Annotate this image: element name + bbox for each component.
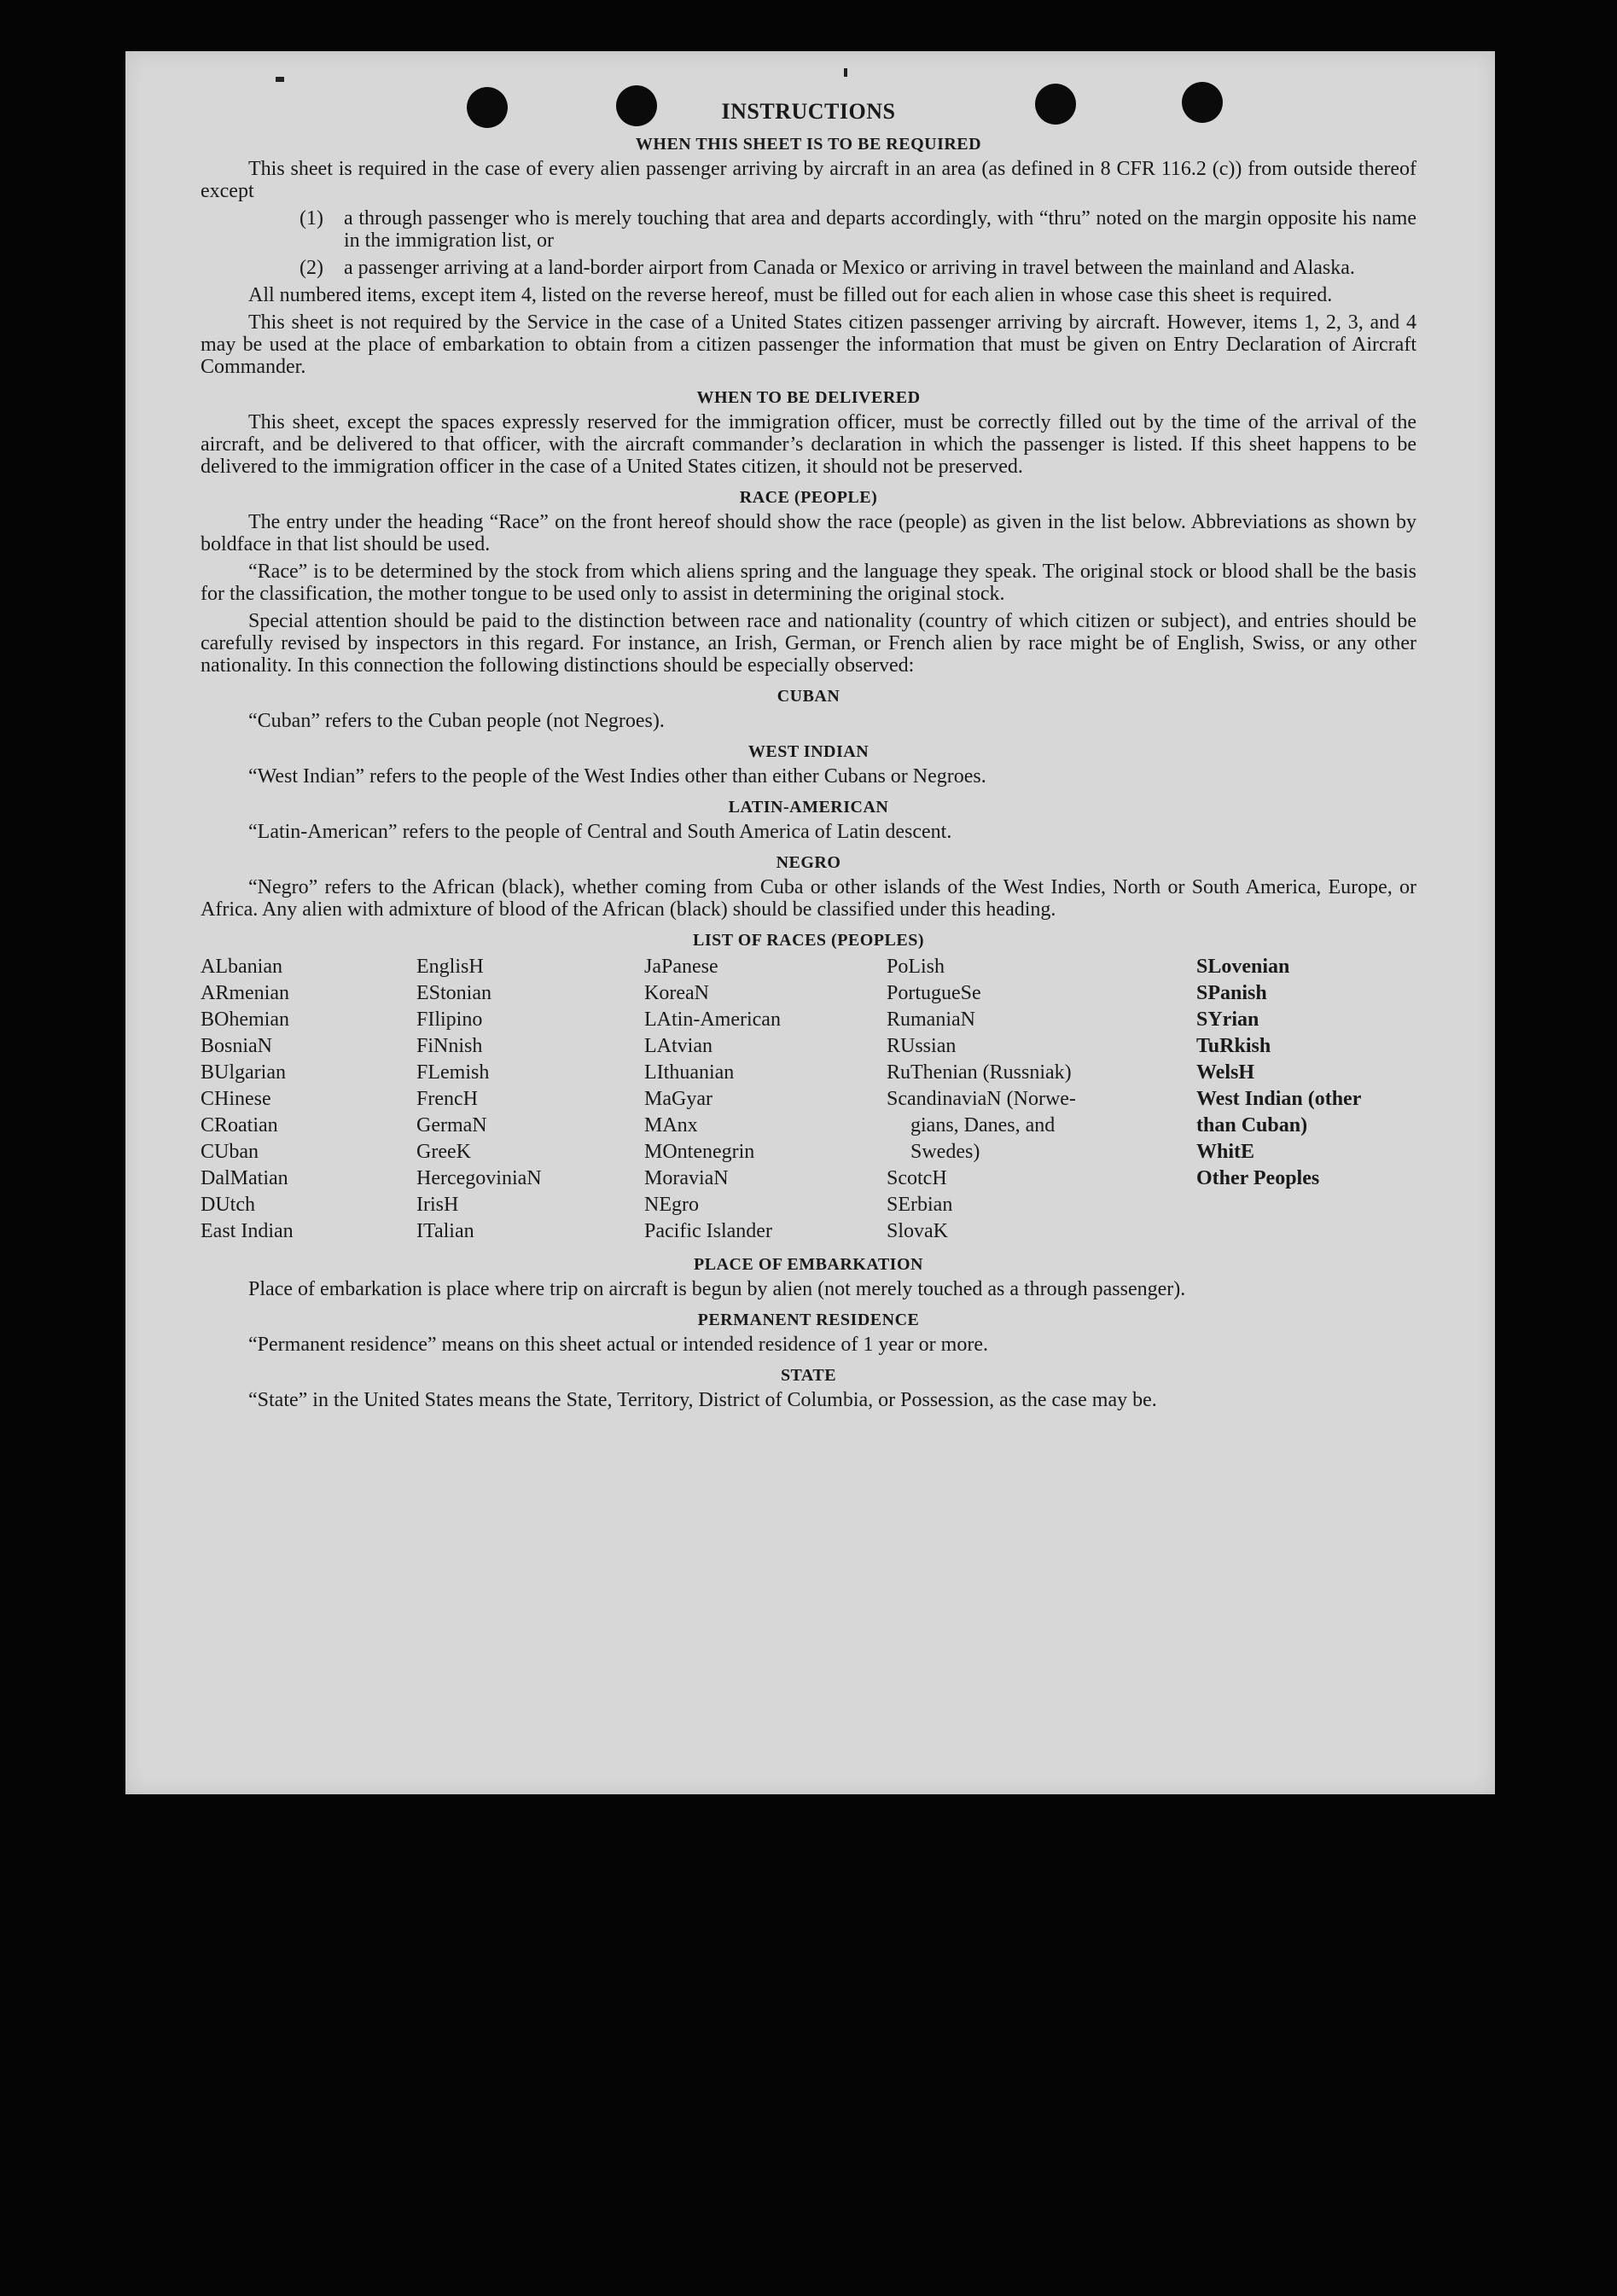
race-item: IrisH: [416, 1194, 459, 1216]
race-item: GermaN: [416, 1114, 487, 1136]
race-item: SPanish: [1196, 982, 1267, 1004]
race-item: EStonian: [416, 982, 491, 1004]
paragraph: “Latin-American” refers to the people of Central and South America of Latin descent.: [248, 821, 952, 843]
race-item: SlovaK: [887, 1220, 948, 1242]
ink-speck: [844, 68, 847, 77]
race-item: FiNnish: [416, 1035, 483, 1057]
race-item: RUssian: [887, 1035, 957, 1057]
race-item: SYrian: [1196, 1008, 1259, 1031]
race-item: MaGyar: [644, 1088, 713, 1110]
ink-speck: [276, 77, 284, 82]
race-item: ScandinaviaN (Norwe-: [887, 1088, 1076, 1110]
race-item: SErbian: [887, 1194, 953, 1216]
instructions-text: [201, 99, 1416, 1416]
section-heading: LIST OF RACES (PEOPLES): [692, 931, 924, 950]
list-item: [201, 257, 1416, 279]
document-page: [125, 51, 1495, 1794]
paragraph: “West Indian” refers to the people of the West Indies other than either Cubans or Negroes.: [248, 765, 986, 788]
races-column-2: [416, 954, 644, 1245]
races-column-5: [1196, 954, 1421, 1245]
section-heading: LATIN-AMERICAN: [728, 798, 889, 817]
section-heading: STATE: [780, 1366, 837, 1385]
list-item: [201, 207, 1416, 252]
race-item: PoLish: [887, 956, 945, 978]
race-item: WelsH: [1196, 1061, 1255, 1084]
race-item: MAnx: [644, 1114, 698, 1136]
race-item: Pacific Islander: [644, 1220, 772, 1242]
race-item: JaPanese: [644, 956, 718, 978]
race-item: CUban: [201, 1141, 259, 1163]
race-item: FLemish: [416, 1061, 490, 1084]
section-heading: RACE (PEOPLE): [739, 488, 878, 507]
race-item: TuRkish: [1196, 1035, 1271, 1057]
race-item: LAtvian: [644, 1035, 713, 1057]
list-text: a passenger arriving at a land-border airport from Canada or Mexico or arriving in travel between the mainland and Alaska.: [344, 257, 1355, 279]
race-item: ScotcH: [887, 1167, 947, 1189]
page-title: INSTRUCTIONS: [721, 99, 896, 124]
section-heading: PLACE OF EMBARKATION: [694, 1255, 923, 1274]
paragraph: This sheet is not required by the Service in the case of a United States citizen passenger arriving by aircraft. However, items 1, 2, 3, and 4 may be used at the place of embarkation to obtain from a citizen passenger the information that must be given on Entry Declaration of Aircraft Commander.: [201, 311, 1416, 378]
paragraph: “Race” is to be determined by the stock from which aliens spring and the language they speak. The original stock or blood shall be the basis for the classification, the mother tongue to be used only to assist in determining the original stock.: [201, 561, 1416, 605]
race-item: ARmenian: [201, 982, 289, 1004]
paragraph: “State” in the United States means the State, Territory, District of Columbia, or Possession, as the case may be.: [248, 1389, 1157, 1411]
section-heading: NEGRO: [776, 853, 841, 872]
paragraph: Place of embarkation is place where trip on aircraft is begun by alien (not merely touched as a through passenger).: [248, 1278, 1186, 1300]
race-item: KoreaN: [644, 982, 709, 1004]
races-column-1: [201, 954, 416, 1245]
race-item: DalMatian: [201, 1167, 288, 1189]
section-heading: WHEN TO BE DELIVERED: [696, 388, 921, 407]
paragraph: Special attention should be paid to the distinction between race and nationality (country of which citizen or subject), and entries should be carefully revised by inspectors in this regard. For instance, an Irish, German, or French alien by race might be of English, Swiss, or any other nationality. In this connection the following distinctions should be especially observed:: [201, 610, 1416, 677]
race-item: NEgro: [644, 1194, 699, 1216]
races-column-3: [644, 954, 887, 1245]
race-item: WhitE: [1196, 1141, 1255, 1163]
race-item-continued: Swedes): [910, 1141, 980, 1163]
race-item: ALbanian: [201, 956, 282, 978]
race-item: FrencH: [416, 1088, 478, 1110]
race-item: BOhemian: [201, 1008, 289, 1031]
race-item: CRoatian: [201, 1114, 278, 1136]
race-item: FIlipino: [416, 1008, 483, 1031]
races-list: [201, 954, 1416, 1245]
race-item: MOntenegrin: [644, 1141, 755, 1163]
paragraph: This sheet, except the spaces expressly reserved for the immigration officer, must be correctly filled out by the time of the arrival of the aircraft, and be delivered to that officer, with the aircraft commander’s declaration in which the passenger is listed. If this sheet happens to be delivered to the immigration officer in the case of a United States citizen, it should not be preserved.: [201, 411, 1416, 478]
race-item: BUlgarian: [201, 1061, 286, 1084]
race-item: LIthuanian: [644, 1061, 735, 1084]
section-heading: WEST INDIAN: [747, 742, 870, 761]
race-item: Other Peoples: [1196, 1167, 1320, 1189]
section-heading: PERMANENT RESIDENCE: [697, 1311, 920, 1329]
race-item: EnglisH: [416, 956, 484, 978]
race-item: East Indian: [201, 1220, 294, 1242]
race-item: GreeK: [416, 1141, 471, 1163]
race-item: RuThenian (Russniak): [887, 1061, 1072, 1084]
paragraph: “Cuban” refers to the Cuban people (not Negroes).: [248, 710, 665, 732]
list-number: (2): [300, 257, 323, 279]
paragraph: “Permanent residence” means on this sheet actual or intended residence of 1 year or more.: [248, 1334, 988, 1356]
race-item-continued: than Cuban): [1196, 1114, 1308, 1136]
race-item: West Indian (other: [1196, 1088, 1362, 1110]
race-item: HercegoviniaN: [416, 1167, 542, 1189]
race-item: CHinese: [201, 1088, 271, 1110]
paragraph: The entry under the heading “Race” on the front hereof should show the race (people) as given in the list below. Abbreviations as shown by boldface in that list should be used.: [201, 511, 1416, 555]
section-heading: CUBAN: [777, 687, 840, 706]
race-item: ITalian: [416, 1220, 474, 1242]
paragraph: This sheet is required in the case of every alien passenger arriving by aircraft in an area (as defined in 8 CFR 116.2 (c)) from outside thereof except: [201, 158, 1416, 202]
race-item: DUtch: [201, 1194, 255, 1216]
races-column-4: [887, 954, 1196, 1245]
section-heading: WHEN THIS SHEET IS TO BE REQUIRED: [635, 135, 982, 154]
paragraph: All numbered items, except item 4, listed on the reverse hereof, must be filled out for each alien in whose case this sheet is required.: [248, 284, 1333, 306]
list-text: a through passenger who is merely touching that area and departs accordingly, with “thru” noted on the margin opposite his name in the immigration list, or: [344, 207, 1416, 252]
list-number: (1): [300, 207, 323, 230]
race-item: MoraviaN: [644, 1167, 729, 1189]
race-item: LAtin-American: [644, 1008, 781, 1031]
race-item: RumaniaN: [887, 1008, 975, 1031]
race-item: SLovenian: [1196, 956, 1290, 978]
race-item-continued: gians, Danes, and: [910, 1114, 1056, 1136]
race-item: BosniaN: [201, 1035, 272, 1057]
race-item: PortugueSe: [887, 982, 981, 1004]
paragraph: “Negro” refers to the African (black), whether coming from Cuba or other islands of the West Indies, North or South America, Europe, or Africa. Any alien with admixture of blood of the African (black) should be classified under this heading.: [201, 876, 1416, 921]
